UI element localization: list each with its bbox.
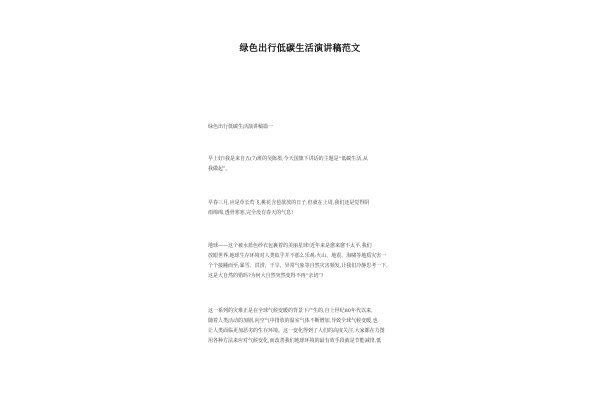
paragraph-line: 让人类面临更加恶劣的生存环境。这一变化得到了人们的高度关注,大家都在力图 — [208, 328, 385, 334]
section-heading-text: 绿色出行低碳生活演讲稿篇一 — [208, 124, 274, 130]
paragraph-line: 这是大自然的错吗?为何大自然突然变得不再“亲切”? — [208, 273, 324, 279]
paragraph-line: 用各种方法来应对气候变化,而改善我们地球环境的最有效手段就是节能减排,低 — [208, 338, 382, 344]
section-heading — [208, 122, 404, 132]
paragraph-4 — [208, 306, 404, 346]
document-title: 绿色出行低碳生活演讲稿范文 — [239, 44, 361, 54]
paragraph-line: 个个接踵而至;暴雪、洪涝、干旱、异常气象等自然灾害频发,让我们冷静思考一下, — [208, 263, 388, 269]
paragraph-1 — [208, 154, 404, 174]
paragraph-line: 这一系列的灾难正是在全球气候变暖的背景下产生的,自上世纪80年代以来, — [208, 308, 373, 314]
paragraph-line: 雨绵绵,透骨寒寒,完全没有春天的气息! — [208, 210, 294, 216]
paragraph-line: 我做起”。 — [208, 166, 231, 172]
paragraph-3 — [208, 241, 404, 281]
paragraph-line: 早春三月,应是草长莺飞,桃花含苞欲放的日子,但就在上周,我们还是觉得阴 — [208, 200, 370, 206]
paragraph-line: 地球——这个被水蓝色纱衣包裹着的美丽星球!近年来是愈来愈不太平,我们 — [208, 243, 372, 249]
paragraph-2 — [208, 198, 404, 218]
paragraph-line: 早上好!我是来自五(7)班的吴陈墨,今天国旗下讲话的主题是“低碳生活,从 — [208, 156, 368, 162]
paragraph-line: 随着人类活动的加剧,向空气中排放的温室气体不断增加,导致全球气候变暖,也 — [208, 318, 378, 324]
paragraph-line: 放眼世界,地球生存环境对人类似乎并不那么乐观:火山、地震、海啸等地质灾害一 — [208, 253, 387, 259]
